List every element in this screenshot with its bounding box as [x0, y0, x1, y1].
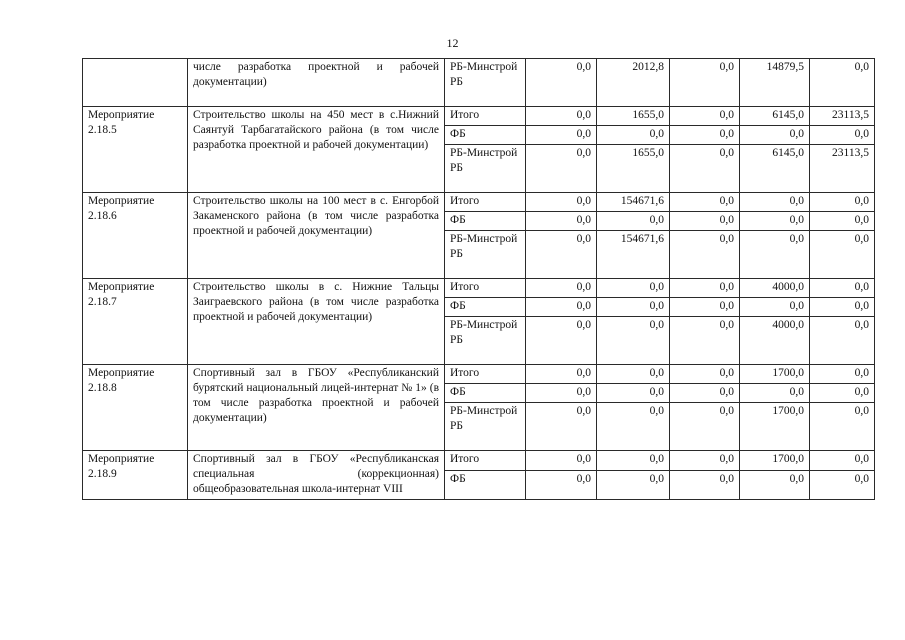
amount-cell: 0,0	[526, 403, 597, 451]
amount-cell: 4000,0	[740, 279, 810, 298]
amount-cell: 0,0	[597, 126, 670, 145]
amount-cell: 6145,0	[740, 145, 810, 193]
amount-cell: 0,0	[597, 298, 670, 317]
amount-cell: 0,0	[670, 231, 740, 279]
measure-id: Мероприятие 2.18.6	[83, 193, 188, 279]
amount-cell: 154671,6	[597, 193, 670, 212]
amount-cell: 0,0	[740, 193, 810, 212]
amount-cell: 4000,0	[740, 317, 810, 365]
amount-cell: 0,0	[597, 403, 670, 451]
amount-cell: 0,0	[597, 384, 670, 403]
amount-cell: 0,0	[597, 470, 670, 499]
measure-description: Строительство школы в с. Нижние Тальцы Заиграевского района (в том числе разработка проектной и рабочей документации)	[188, 279, 445, 365]
amount-cell: 0,0	[526, 279, 597, 298]
table-row	[83, 59, 875, 107]
funding-source: Итого	[445, 107, 526, 126]
amount-cell: 0,0	[526, 470, 597, 499]
amount-cell: 0,0	[526, 231, 597, 279]
table-body	[83, 59, 875, 500]
amount-cell: 0,0	[526, 365, 597, 384]
amount-cell: 6145,0	[740, 107, 810, 126]
amount-cell: 0,0	[810, 212, 875, 231]
amount-cell: 23113,5	[810, 107, 875, 126]
amount-cell: 0,0	[810, 59, 875, 107]
amount-cell: 0,0	[526, 212, 597, 231]
funding-source: ФБ	[445, 298, 526, 317]
amount-cell: 0,0	[526, 59, 597, 107]
measure-description: Строительство школы на 100 мест в с. Енгорбой Закаменского района (в том числе разработка проектной и рабочей документации)	[188, 193, 445, 279]
amount-cell: 0,0	[740, 470, 810, 499]
amount-cell: 0,0	[670, 193, 740, 212]
table-row	[83, 193, 875, 212]
amount-cell: 0,0	[526, 384, 597, 403]
amount-cell: 0,0	[670, 279, 740, 298]
amount-cell: 0,0	[526, 107, 597, 126]
amount-cell: 14879,5	[740, 59, 810, 107]
amount-cell: 0,0	[670, 107, 740, 126]
amount-cell: 0,0	[526, 126, 597, 145]
amount-cell: 0,0	[526, 145, 597, 193]
amount-cell: 0,0	[670, 317, 740, 365]
amount-cell: 0,0	[670, 470, 740, 499]
amount-cell: 0,0	[740, 212, 810, 231]
amount-cell: 0,0	[526, 317, 597, 365]
amount-cell: 1655,0	[597, 145, 670, 193]
amount-cell: 0,0	[670, 126, 740, 145]
measure-id: Мероприятие 2.18.7	[83, 279, 188, 365]
amount-cell: 0,0	[810, 365, 875, 384]
amount-cell: 0,0	[740, 298, 810, 317]
funding-source: ФБ	[445, 212, 526, 231]
amount-cell: 2012,8	[597, 59, 670, 107]
measure-description: Строительство школы на 450 мест в с.Нижний Саянтуй Тарбагатайского района (в том числе разработка проектной и рабочей документации)	[188, 107, 445, 193]
amount-cell: 1700,0	[740, 365, 810, 384]
amount-cell: 0,0	[810, 231, 875, 279]
amount-cell: 0,0	[670, 145, 740, 193]
measure-description: Спортивный зал в ГБОУ «Республиканская специальная (коррекционная) общеобразовательная школа-интернат VIII	[188, 451, 445, 500]
amount-cell: 0,0	[597, 317, 670, 365]
amount-cell: 0,0	[670, 384, 740, 403]
funding-source: ФБ	[445, 470, 526, 499]
amount-cell: 1700,0	[740, 403, 810, 451]
amount-cell: 0,0	[810, 403, 875, 451]
funding-source: ФБ	[445, 126, 526, 145]
amount-cell: 0,0	[810, 126, 875, 145]
amount-cell: 0,0	[670, 59, 740, 107]
amount-cell: 0,0	[810, 384, 875, 403]
amount-cell: 0,0	[597, 279, 670, 298]
amount-cell: 23113,5	[810, 145, 875, 193]
amount-cell: 1700,0	[740, 451, 810, 471]
table-row	[83, 279, 875, 298]
amount-cell: 0,0	[526, 193, 597, 212]
amount-cell: 0,0	[810, 193, 875, 212]
table-row	[83, 365, 875, 384]
funding-source: Итого	[445, 193, 526, 212]
amount-cell: 0,0	[526, 298, 597, 317]
funding-source: РБ-Минстрой РБ	[445, 231, 526, 279]
amount-cell: 0,0	[810, 451, 875, 471]
budget-table	[82, 58, 875, 500]
funding-source: Итого	[445, 365, 526, 384]
amount-cell: 0,0	[597, 212, 670, 231]
amount-cell: 0,0	[597, 451, 670, 471]
measure-id	[83, 59, 188, 107]
amount-cell: 0,0	[526, 451, 597, 471]
amount-cell: 0,0	[597, 365, 670, 384]
amount-cell: 0,0	[810, 470, 875, 499]
amount-cell: 0,0	[740, 384, 810, 403]
amount-cell: 0,0	[810, 279, 875, 298]
measure-description: Спортивный зал в ГБОУ «Республиканский бурятский национальный лицей-интернат № 1» (в том числе разработка проектной и рабочей документации)	[188, 365, 445, 451]
funding-source: РБ-Минстрой РБ	[445, 59, 526, 107]
amount-cell: 0,0	[670, 403, 740, 451]
funding-source: РБ-Минстрой РБ	[445, 317, 526, 365]
measure-id: Мероприятие 2.18.9	[83, 451, 188, 500]
amount-cell: 0,0	[670, 298, 740, 317]
funding-source: ФБ	[445, 384, 526, 403]
amount-cell: 0,0	[810, 298, 875, 317]
funding-source: Итого	[445, 279, 526, 298]
measure-id: Мероприятие 2.18.8	[83, 365, 188, 451]
page-number: 12	[446, 36, 459, 50]
measure-id: Мероприятие 2.18.5	[83, 107, 188, 193]
amount-cell: 154671,6	[597, 231, 670, 279]
amount-cell: 0,0	[670, 451, 740, 471]
amount-cell: 0,0	[810, 317, 875, 365]
table-row	[83, 107, 875, 126]
amount-cell: 0,0	[670, 365, 740, 384]
funding-source: РБ-Минстрой РБ	[445, 403, 526, 451]
funding-source: Итого	[445, 451, 526, 471]
measure-description: числе разработка проектной и рабочей документации)	[188, 59, 445, 107]
amount-cell: 0,0	[740, 126, 810, 145]
funding-source: РБ-Минстрой РБ	[445, 145, 526, 193]
table-row	[83, 451, 875, 471]
amount-cell: 1655,0	[597, 107, 670, 126]
amount-cell: 0,0	[740, 231, 810, 279]
amount-cell: 0,0	[670, 212, 740, 231]
